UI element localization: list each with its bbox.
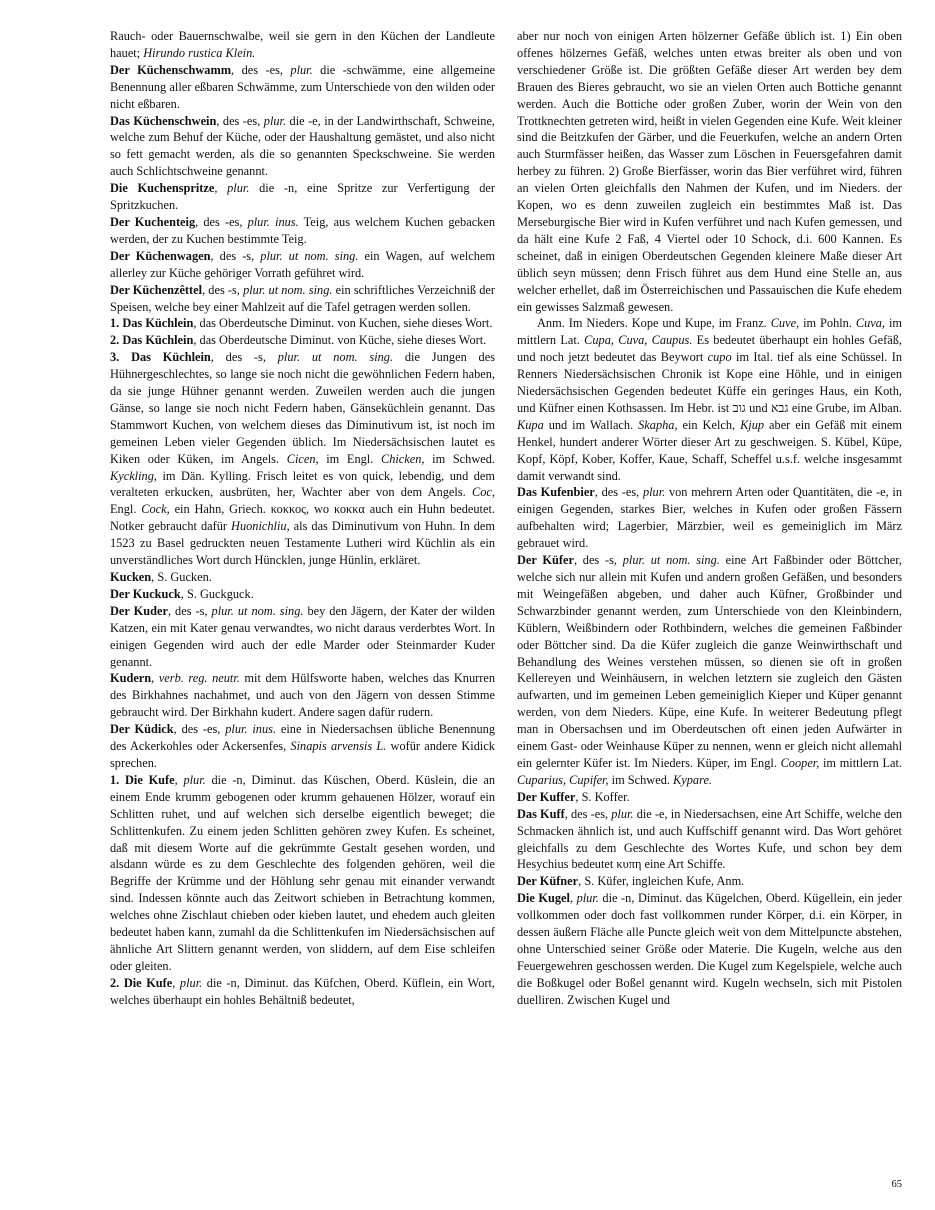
italic-term: Coc,: [472, 485, 495, 500]
dictionary-entry: [110, 670, 495, 721]
italic-term: plur. inus.: [225, 722, 277, 737]
italic-term: Hirundo rustica Klein.: [143, 45, 256, 60]
italic-term: plur. ut nom. sing.: [211, 603, 304, 618]
entry-text: bey den Jägern, der Kater der wilden Katzen, ein mit Kater genau verwandtes, wo nicht daraus verderbtes Wort. In einigen Gegenden wird auch der edle Marder oder Steinmarder Kuder genannt.: [110, 603, 495, 669]
entry-text: die -n, eine Spritze zur Verfertigung der Spritzkuchen.: [110, 181, 495, 213]
headword: Der Küfer: [517, 553, 574, 568]
headword: Der Kuchenteig: [110, 214, 196, 229]
entry-text: im Dän. Kylling. Frisch leitet es von quick, lebendig, und dem veralteten erkucken, ausbrüten, her, Wachter aber von dem Angels.: [110, 468, 495, 500]
entry-text: wofür andere Kidick sprechen.: [110, 739, 495, 770]
entry-text: ,: [174, 772, 184, 787]
page-number: 65: [891, 1179, 902, 1190]
entry-text: im Ital. tief als eine Schüssel. In Renners Niedersächsischen Chronik ist Kope eine Höhle, und in einigen Niedersächsischen Gegenden bedeutet Küffe ein geringes Haus, ein Koth, und Küfner einen Kothsassen. Im Hebr. ist גוב und גבא eine Grube, im Alban.: [517, 350, 903, 415]
dictionary-entry: [517, 806, 902, 874]
italic-term: Kypare.: [673, 772, 713, 787]
headword: Der Küchenwagen: [110, 248, 211, 263]
italic-term: plur. ut nom. sing.: [260, 248, 359, 263]
entry-text: , des -s,: [573, 553, 623, 568]
dictionary-entry: [110, 62, 495, 113]
italic-term: cupo: [707, 350, 732, 365]
dictionary-entry: [517, 789, 902, 806]
entry-text: mit dem Hülfsworte haben, welches das Knurren des Birkhahnes nachahmet, und auch von den Jägern von dessen Stimme gebraucht wird. Der Birkhahn kudert. Andere sagen dafür rudern.: [110, 671, 496, 720]
italic-term: Cicen,: [286, 451, 319, 466]
entry-text: , des -es,: [195, 214, 248, 229]
dictionary-entry: [110, 248, 495, 282]
entry-text: , das Oberdeutsche Diminut. von Kuchen, siehe dieses Wort.: [193, 316, 493, 331]
dictionary-entry: [110, 28, 495, 62]
entry-text: , des -es,: [564, 806, 612, 821]
italic-term: plur.: [290, 62, 313, 77]
headword: 1. Die Kufe: [110, 772, 175, 787]
dictionary-entry: [110, 569, 495, 586]
dictionary-entry: [110, 721, 495, 772]
dictionary-entry: [517, 484, 902, 552]
dictionary-entry: [517, 28, 902, 315]
entry-text: die -e, in Niedersachsen, eine Art Schiffe, welche den Schmacken ähnlich ist, und auch Kuffschiff genannt wird. Das Wort gehöret gleichfalls zu dem Geschlechte des Wortes Kufe, und schon bey dem Hesychius bedeutet κυπη eine Art Schiffe.: [517, 806, 902, 872]
entry-text: , des -es,: [216, 113, 264, 128]
dictionary-entry: [110, 214, 495, 248]
italic-term: Kyckling,: [110, 468, 157, 483]
entry-text: Es bedeutet überhaupt ein hohles Gefäß, und noch jetzt bedeutet das Beywort: [517, 333, 902, 365]
headword: Der Kuder: [110, 603, 168, 618]
right-column: [517, 28, 902, 1009]
italic-term: verb. reg. neutr.: [158, 671, 240, 686]
headword: Die Kuchenspritze: [110, 181, 215, 196]
dictionary-entry: [110, 349, 495, 569]
italic-term: Cock,: [141, 502, 170, 517]
italic-term: plur.: [179, 975, 203, 990]
italic-term: plur.: [611, 806, 634, 821]
entry-text: die -n, Diminut. das Küfchen, Oberd. Küflein, ein Wort, welches überhaupt ein hohles Behältniß bedeutet,: [110, 975, 496, 1007]
italic-term: plur.: [576, 891, 599, 906]
entry-text: und im Wallach.: [543, 417, 639, 432]
italic-term: Huonichliu,: [231, 519, 290, 534]
entry-text: Teig, aus welchem Kuchen gebacken werden, der zu Kuchen bestimmte Teig.: [110, 214, 495, 246]
entry-text: die -n, Diminut. das Kügelchen, Oberd. Kügellein, ein jeder vollkommen oder doch fast vollkommen runder Körper, d.i. ein Körper, in dessen äußern Fläche alle Puncte gleich weit von dem Mittelpuncte abstehen, ohne Unterschied seiner Größe oder Materie. Die Kugeln, welche aus den Feuergewehren geschossen werden. Die Kugel zum Kegelspiele, welche auch die Boßkugel oder Boßel genannt wird. Kugeln wechseln, sich mit Pistolen duelliren. Zwischen Kugel und: [517, 891, 902, 1007]
italic-term: plur. ut nom. sing.: [622, 553, 720, 568]
headword: Der Küchenschwamm: [110, 62, 232, 77]
entry-text: , des -es,: [173, 722, 226, 737]
headword: Der Kuffer: [517, 789, 576, 804]
entry-text: , des -es,: [231, 62, 291, 77]
dictionary-entry: [110, 975, 495, 1009]
dictionary-entry: [517, 315, 902, 484]
entry-text: , des -es,: [594, 485, 643, 500]
italic-term: plur.: [642, 485, 666, 500]
italic-term: Cupa, Cuva, Caupus.: [584, 333, 693, 348]
italic-term: plur. ut nom. sing.: [277, 350, 394, 365]
entry-text: im mittlern Lat.: [517, 316, 902, 348]
italic-term: Sinapis arvensis L.: [290, 739, 387, 754]
italic-term: plur.: [183, 772, 206, 787]
entry-text: als das Diminutivum von Huhn. In dem 1523 zu Basel gedruckten neuen Testamente Lutheri wird Küchlin als ein unverständliches Wort durch Hüncklen, junge Hünlin, erkläret.: [110, 519, 496, 568]
entry-text: , des -s,: [167, 603, 212, 618]
italic-term: Cuve,: [770, 316, 800, 331]
italic-term: Cuparius, Cupifer,: [517, 772, 609, 787]
dictionary-entry: [517, 552, 902, 789]
entry-text: ,: [172, 975, 180, 990]
dictionary-entry: [110, 315, 495, 332]
dictionary-entry: [110, 586, 495, 603]
entry-text: die -schwämme, eine allgemeine Benennung aller eßbaren Schwämme, zum Unterschiede von den wilden oder nicht eßbaren.: [110, 62, 495, 111]
italic-term: Cooper,: [780, 755, 820, 770]
entry-text: , S. Koffer.: [575, 789, 630, 804]
dictionary-entry: [517, 873, 902, 890]
dictionary-entry: [110, 113, 495, 181]
entry-text: von mehrern Arten oder Quantitäten, die -e, in einigen Gegenden, starkes Bier, welches in Kufen oder großen Fässern aufbehalten wird; Lagerbier, Märzbier, weil es gemeiniglich im März gebrauet wird.: [517, 485, 902, 551]
entry-text: die -n, Diminut. das Küschen, Oberd. Küslein, die an einem Ende krumm gebogenen oder krumm gehauenen Hölzer, worauf ein Schlitten ruhet, und auf welchen sich derselbe eigentlich beweget; die Schlittenkufen. Zu einem jeden Schlitten gehören zwey Kufen. Es scheinet, daß mit diesem Worte auf die gekrümmte Gestalt gesehen worden, und alsdann würde es zu dem Geschlechte des folgenden gehören, weil die Begriffe der Krümme und der Höhlung sehr genau mit einander verwandt sind. Indessen könnte auch das Zeitwort schieben in Betrachtung kommen, welches ohne Zischlaut chieben oder kieben lautet, und ehedem auch gleiten bedeutet haben kann, zumahl da die Schlittenkufen im Niedersächsischen auf ähnliche Art Slittern genannt werden, von sliddern, auf dem Eise schleifen oder gleiten.: [110, 772, 495, 973]
entry-text: im Pohln.: [799, 316, 856, 331]
headword: Der Kuckuck: [110, 586, 181, 601]
headword: Das Küchenschwein: [110, 113, 217, 128]
italic-term: plur.: [227, 181, 250, 196]
entry-text: ,: [214, 181, 228, 196]
headword: Die Kugel: [517, 891, 570, 906]
entry-text: eine Art Faßbinder oder Böttcher, welche sich nur allein mit Kufen und andern großen Gefäßen, und besonders mit Weingefäßen abgeben, und daher auch Küfner, Großbinder und Schwarzbinder genannt werden, zum Unterschiede von den Kleinbindern, Küblern, Weißbindern oder Rothbindern, welches die gemeinen Faßbinder oder Böttcher sind. Da die Küfer zugleich die ganze Weinwirthschaft und Behandlung des Weines verstehen müssen, so dienen sie oft in großen Kellereyen und Weinhäusern, in welchen letztern sie zugleich den Gästen aufwarten, und im gemeinen Leben gemeiniglich Kieper und Küper genannt werden, von dem Nieders. Küpe, eine Kufe. In weiterer Bedeutung pflegt man in Obersachsen und im Oberdeutschen oft einen jeden Aufwärter in einem Gast- oder Weinhause Küper zu nennen, wenn er gleich nicht allemahl ein gelernter Küfer ist. Im Nieders. Küper, im Engl.: [517, 553, 902, 770]
headword: Kudern: [110, 671, 152, 686]
entry-text: Anm. Im Nieders. Kope und Kupe, im Franz.: [537, 316, 771, 331]
entry-text: , S. Küfer, ingleichen Kufe, Anm.: [578, 874, 745, 889]
entry-text: , des -s,: [210, 350, 278, 365]
headword: 3. Das Küchlein: [110, 350, 211, 365]
entry-text: aber nur noch von einigen Arten hölzerner Gefäße üblich ist. 1) Ein oben offenes hölzernes Gefäß, welches unten etwas breiter als oben und von verschiedener Größe ist. Die größten Gefäße dieser Art werden bey dem Brauen des Bieres gebraucht, wo sie an vielen Orten auch Bottiche genannt werden. Auch die Bottiche oder großen Zuber, worin der Wein von den Trottknechten getreten wird, heißt in vielen Gegenden eine Kufe. Weit kleiner sind die Beitzkufen der Gärber, und die Feuerkufen, welche an andern Orten auch Sturmfässer heißen, das Wasser zum Löschen in Feuersgefahren damit herbey zu führen. 2) Große Bierfässer, worin das Bier verführet wird, führen an vielen Orten gleichfalls den Nahmen der Kufen, und im Nieders. der Kopen, wo es denn zuweilen zugleich ein bestimmtes Maß ist. Das Merseburgische Bier wird in Kufen verführet und nach Kufen gemessen, und da hält eine Kufe 2 Faß, 4 Viertel oder 10 Schock, d.i. 600 Kannen. Es scheinet, daß in einigen Oberdeutschen Gegenden kleinere Maße dieser Art üblich seyn müssen; denn Frisch führet aus dem Hund eine Stelle an, aus welcher erhellet, daß im Österreichischen und Passauischen die Kufe ehedem ein gewisses Salzmaß gewesen.: [517, 29, 902, 314]
entry-text: , das Oberdeutsche Diminut. von Küche, siehe dieses Wort.: [193, 333, 487, 348]
entry-text: ,: [151, 671, 159, 686]
italic-term: Chicken,: [380, 451, 425, 466]
italic-term: plur.: [263, 113, 287, 128]
italic-term: plur. ut nom. sing.: [243, 282, 333, 297]
headword: Das Kufenbier: [517, 485, 595, 500]
italic-term: plur. inus.: [247, 214, 299, 229]
dictionary-entry: [517, 890, 902, 1008]
entry-text: im Schwed.: [424, 451, 495, 466]
headword: Das Kuff: [517, 806, 565, 821]
italic-term: Kupa: [517, 417, 544, 432]
italic-term: Cuva,: [855, 316, 886, 331]
entry-text: im Schwed.: [608, 772, 674, 787]
entry-text: aber ein Gefäß mit einem Henkel, hundert anderer Wörter dieser Art zu geschweigen. S. Kübel, Küpe, Kopf, Köpf, Kober, Koffer, Kaue, Schaff, Scheffel u.s.f. welche insgesammt damit verwandt sind.: [517, 417, 902, 483]
entry-text: , des -s,: [202, 282, 244, 297]
dictionary-entry: [110, 282, 495, 316]
headword: Der Küdick: [110, 722, 174, 737]
entry-text: Rauch- oder Bauernschwalbe, weil sie gern in den Küchen der Landleute hauet;: [110, 29, 495, 60]
entry-text: , des -s,: [210, 248, 261, 263]
left-column: [110, 28, 495, 1009]
entry-text: im mittlern Lat.: [819, 755, 902, 770]
entry-text: die -e, in der Landwirthschaft, Schweine, welche zum Behuf der Küche, oder der Haushaltung gemästet, und also nicht so fett gemacht werden, als die so genannten Speckschweine. Sie werden auch Schlichtschweine genannt.: [110, 113, 496, 179]
entry-text: im Engl.: [318, 451, 381, 466]
headword: 1. Das Küchlein: [110, 316, 194, 331]
dictionary-entry: [110, 332, 495, 349]
entry-text: ein Kelch,: [677, 417, 741, 432]
italic-term: Kjup: [740, 417, 765, 432]
dictionary-entry: [110, 180, 495, 214]
headword: Der Küfner: [517, 874, 579, 889]
entry-text: ,: [569, 891, 577, 906]
entry-text: eine in Niedersachsen übliche Benennung des Ackerkohles oder Ackersenfes,: [110, 722, 496, 754]
dictionary-entry: [110, 603, 495, 671]
headword: Der Küchenzêttel: [110, 282, 203, 297]
entry-text: , S. Gucken.: [151, 570, 212, 584]
entry-text: ein Wagen, auf welchem allerley zur Küche gehöriger Vorrath geführet wird.: [110, 248, 495, 280]
entry-text: ein schriftliches Verzeichniß der Speisen, welche bey einer Mahlzeit auf die Tafel getragen werden sollen.: [110, 282, 495, 314]
headword: Kucken: [110, 570, 152, 584]
italic-term: Skapha,: [638, 417, 678, 432]
dictionary-entry: [110, 772, 495, 975]
entry-text: Engl.: [110, 502, 142, 517]
entry-text: , S. Guckguck.: [180, 586, 254, 601]
headword: 2. Das Küchlein: [110, 333, 194, 348]
entry-text: ein Hahn, Griech. κοκκος, wo κοκκα auch ein Huhn bedeutet. Notker gebraucht dafür: [110, 502, 495, 534]
headword: 2. Die Kufe: [110, 975, 173, 990]
entry-text: die Jungen des Hühnergeschlechtes, so lange sie noch nicht die gewöhnlichen Federn haben, da sie junge Hühner genannt werden. Zuweilen werden auch die jungen Gänse, so lange sie noch nicht Federn haben, Gänseküchlein genannt. Das Stammwort Kuchen, von welchem dieses das Diminutivum ist, ist noch im gemeinen Leben vieler Gegenden üblich. Im Niedersächsischen lautet es Kiken oder Küken, im Angels.: [110, 350, 495, 466]
